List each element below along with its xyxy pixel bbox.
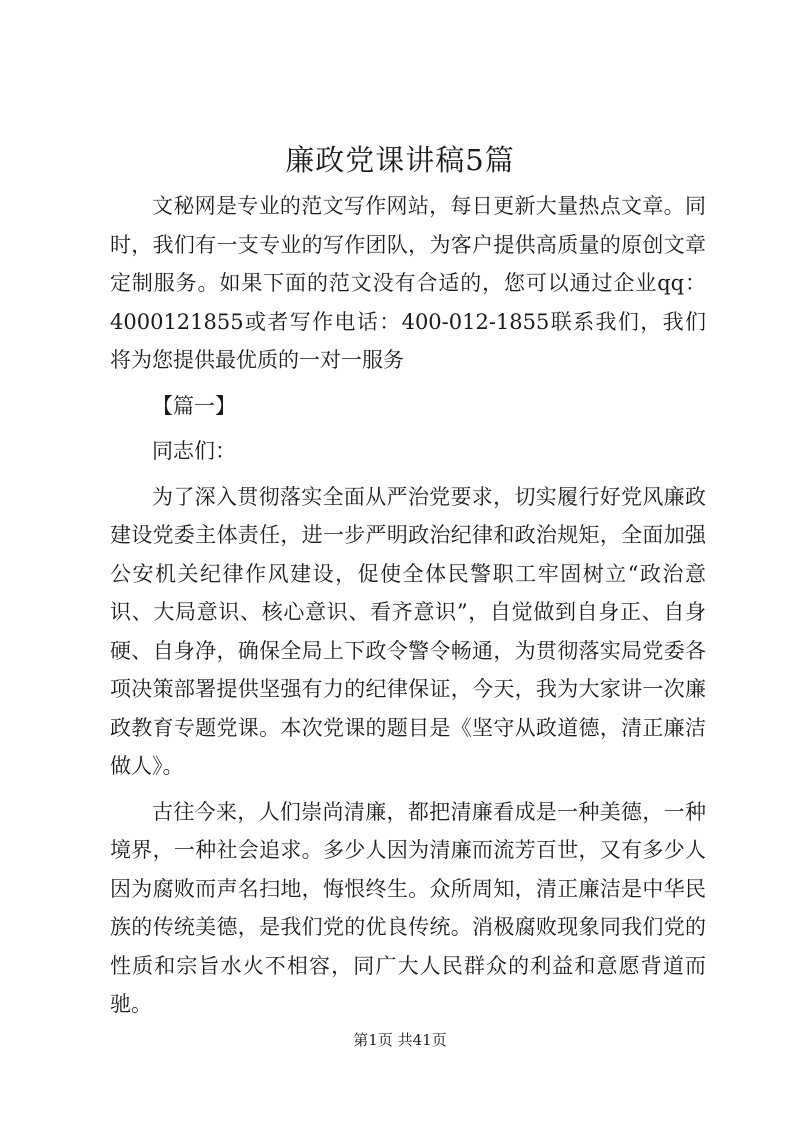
document-title: 廉政党课讲稿5篇 (285, 143, 515, 177)
body-paragraph: 古往今来，人们崇尚清廉，都把清廉看成是一种美德，一种境界，一种社会追求。多少人因为清廉而流芳百世，又有多少人因为腐败而声名扫地，悔恨终生。众所周知，清正廉洁是中华民族的传统美德，是我们党的优良传统。消极腐败现象同我们党的性质和宗旨水火不相容，同广大人民群众的利益和意愿背道而驰。 (110, 799, 706, 1016)
section-heading: 【篇一】 (152, 393, 236, 418)
page-footer: 第1页 共41页 (353, 1031, 447, 1049)
body-paragraph: 为了深入贯彻落实全面从严治党要求，切实履行好党风廉政建设党委主体责任，进一步严明政治纪律和政治规矩，全面加强公安机关纪律作风建设，促使全体民警职工牢固树立“政治意识、大局意识、核心意识、看齐意识”，自觉做到自身正、自身硬、自身净，确保全局上下政令警令畅通，为贯彻落实局党委各项决策部署提供坚强有力的纪律保证，今天，我为大家讲一次廉政教育专题党课。本次党课的题目是《坚守从政道德，清正廉洁做人》。 (110, 484, 706, 778)
salutation: 同志们： (152, 439, 236, 463)
intro-paragraph: 文秘网是专业的范文写作网站，每日更新大量热点文章。同时，我们有一支专业的写作团队，为客户提供高质量的原创文章定制服务。如果下面的范文没有合适的，您可以通过企业qq：4000121855或者写作电话：400-012-1855联系我们，我们将为您提供最优质的一对一服务 (110, 194, 706, 372)
document-body (110, 187, 706, 1024)
